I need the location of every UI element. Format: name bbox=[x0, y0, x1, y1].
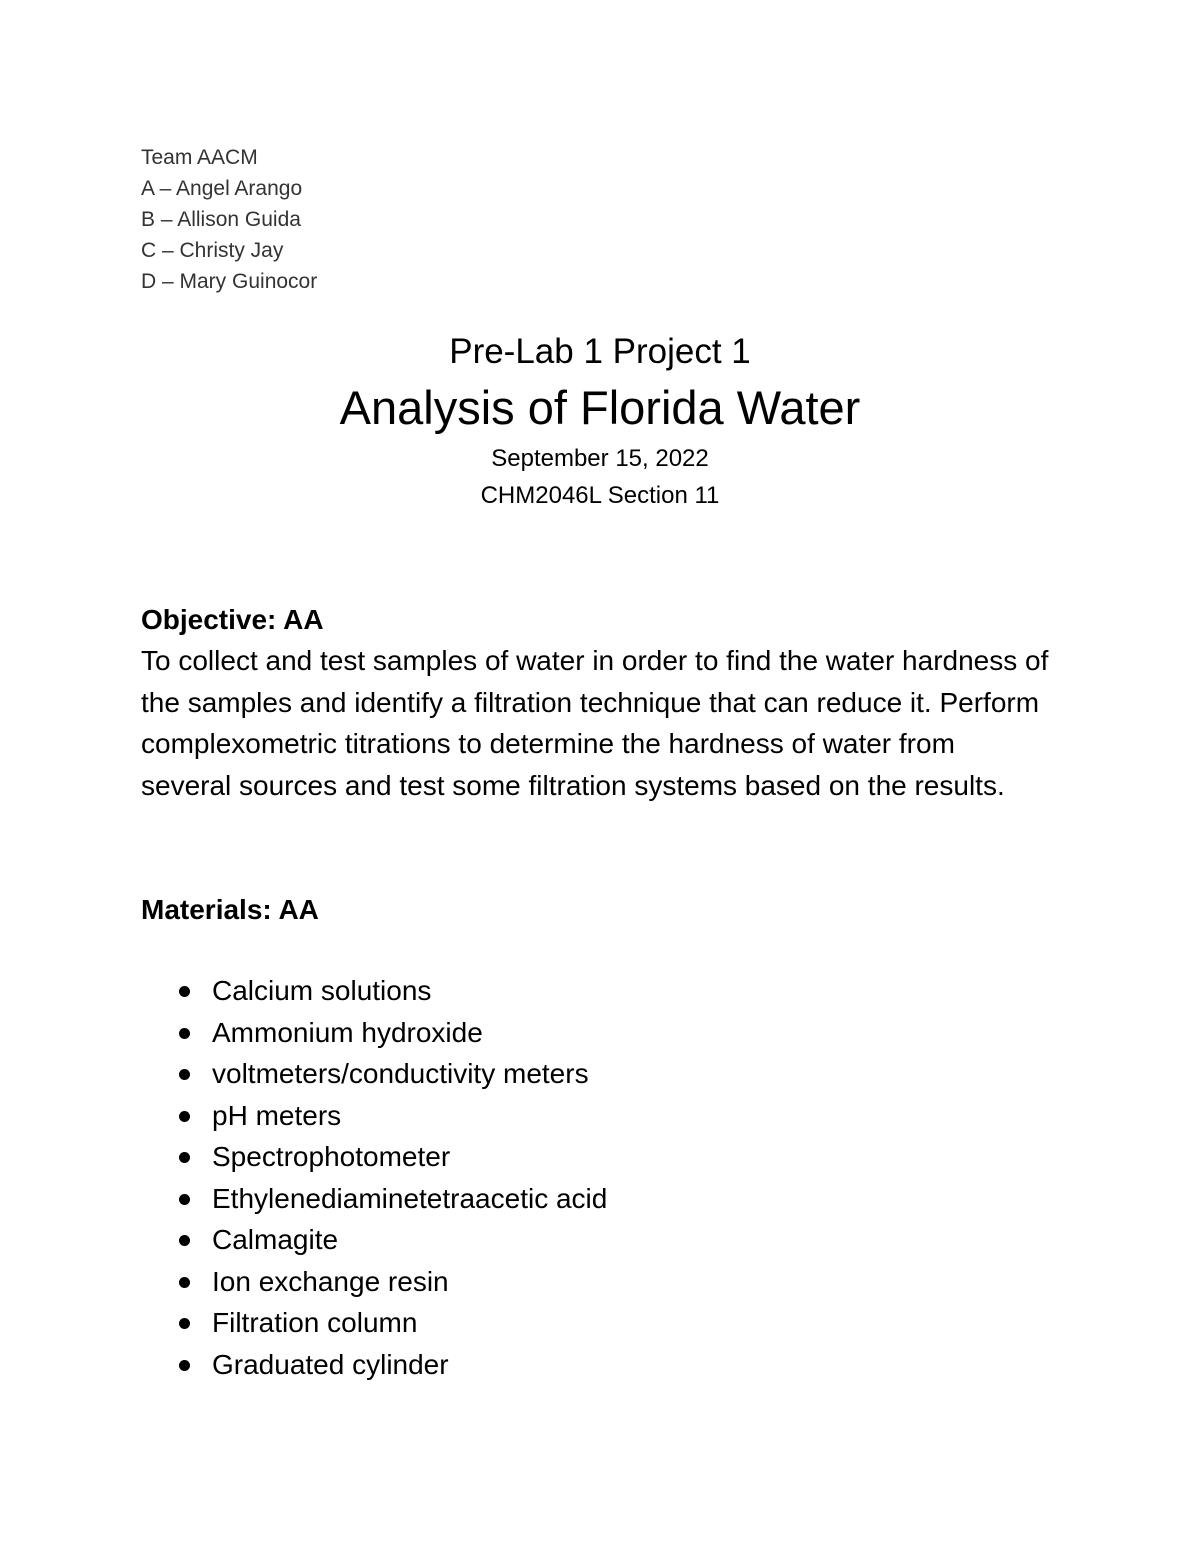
list-item-label: Ammonium hydroxide bbox=[212, 1016, 483, 1048]
list-item bbox=[141, 1178, 607, 1220]
list-item-label: Graduated cylinder bbox=[212, 1348, 449, 1380]
bullet-icon bbox=[179, 1360, 190, 1371]
document-date: September 15, 2022 bbox=[491, 445, 709, 472]
bullet-icon bbox=[179, 1028, 190, 1039]
list-item bbox=[141, 1261, 607, 1303]
objective-text: To collect and test samples of water in order to find the water hardness of the samples and identify a filtration technique that can reduce it. Perform complexometric titrations to determine the hardness of water from several sources and test some filtration systems based on the results. bbox=[141, 645, 1049, 801]
bullet-icon bbox=[179, 1235, 190, 1246]
bullet-icon bbox=[179, 1152, 190, 1163]
list-item bbox=[141, 1136, 607, 1178]
team-member: B – Allison Guida bbox=[141, 208, 301, 231]
list-item bbox=[141, 1095, 607, 1137]
list-item bbox=[141, 1344, 607, 1386]
bullet-icon bbox=[179, 1194, 190, 1205]
list-item-label: Spectrophotometer bbox=[212, 1141, 451, 1172]
objective-heading: Objective: AA bbox=[141, 604, 324, 635]
team-member: D – Mary Guinocor bbox=[141, 270, 318, 293]
list-item bbox=[141, 1012, 607, 1054]
document-title: Analysis of Florida Water bbox=[339, 381, 861, 434]
team-member: C – Christy Jay bbox=[141, 239, 284, 262]
bullet-icon bbox=[179, 1111, 190, 1122]
course-section: CHM2046L Section 11 bbox=[480, 482, 720, 509]
list-item-label: Filtration column bbox=[212, 1307, 418, 1338]
team-block bbox=[141, 142, 317, 297]
bullet-icon bbox=[179, 1318, 190, 1329]
team-name: Team AACM bbox=[141, 146, 258, 169]
list-item-label: Ion exchange resin bbox=[212, 1265, 449, 1297]
document-subtitle: Pre-Lab 1 Project 1 bbox=[449, 332, 751, 371]
bullet-icon bbox=[179, 986, 190, 997]
list-item-label: voltmeters/conductivity meters bbox=[212, 1058, 589, 1089]
list-item bbox=[141, 1219, 607, 1261]
list-item-label: Calcium solutions bbox=[212, 975, 432, 1006]
list-item bbox=[141, 970, 607, 1012]
list-item-label: pH meters bbox=[212, 1099, 342, 1131]
list-item bbox=[141, 1053, 607, 1095]
list-item-label: Calmagite bbox=[212, 1224, 339, 1255]
list-item bbox=[141, 1302, 607, 1344]
bullet-icon bbox=[179, 1069, 190, 1080]
list-item-label: Ethylenediaminetetraacetic acid bbox=[212, 1182, 608, 1214]
materials-heading: Materials: AA bbox=[141, 894, 319, 925]
bullet-icon bbox=[179, 1277, 190, 1288]
materials-list bbox=[141, 970, 607, 1385]
team-member: A – Angel Arango bbox=[141, 177, 303, 200]
